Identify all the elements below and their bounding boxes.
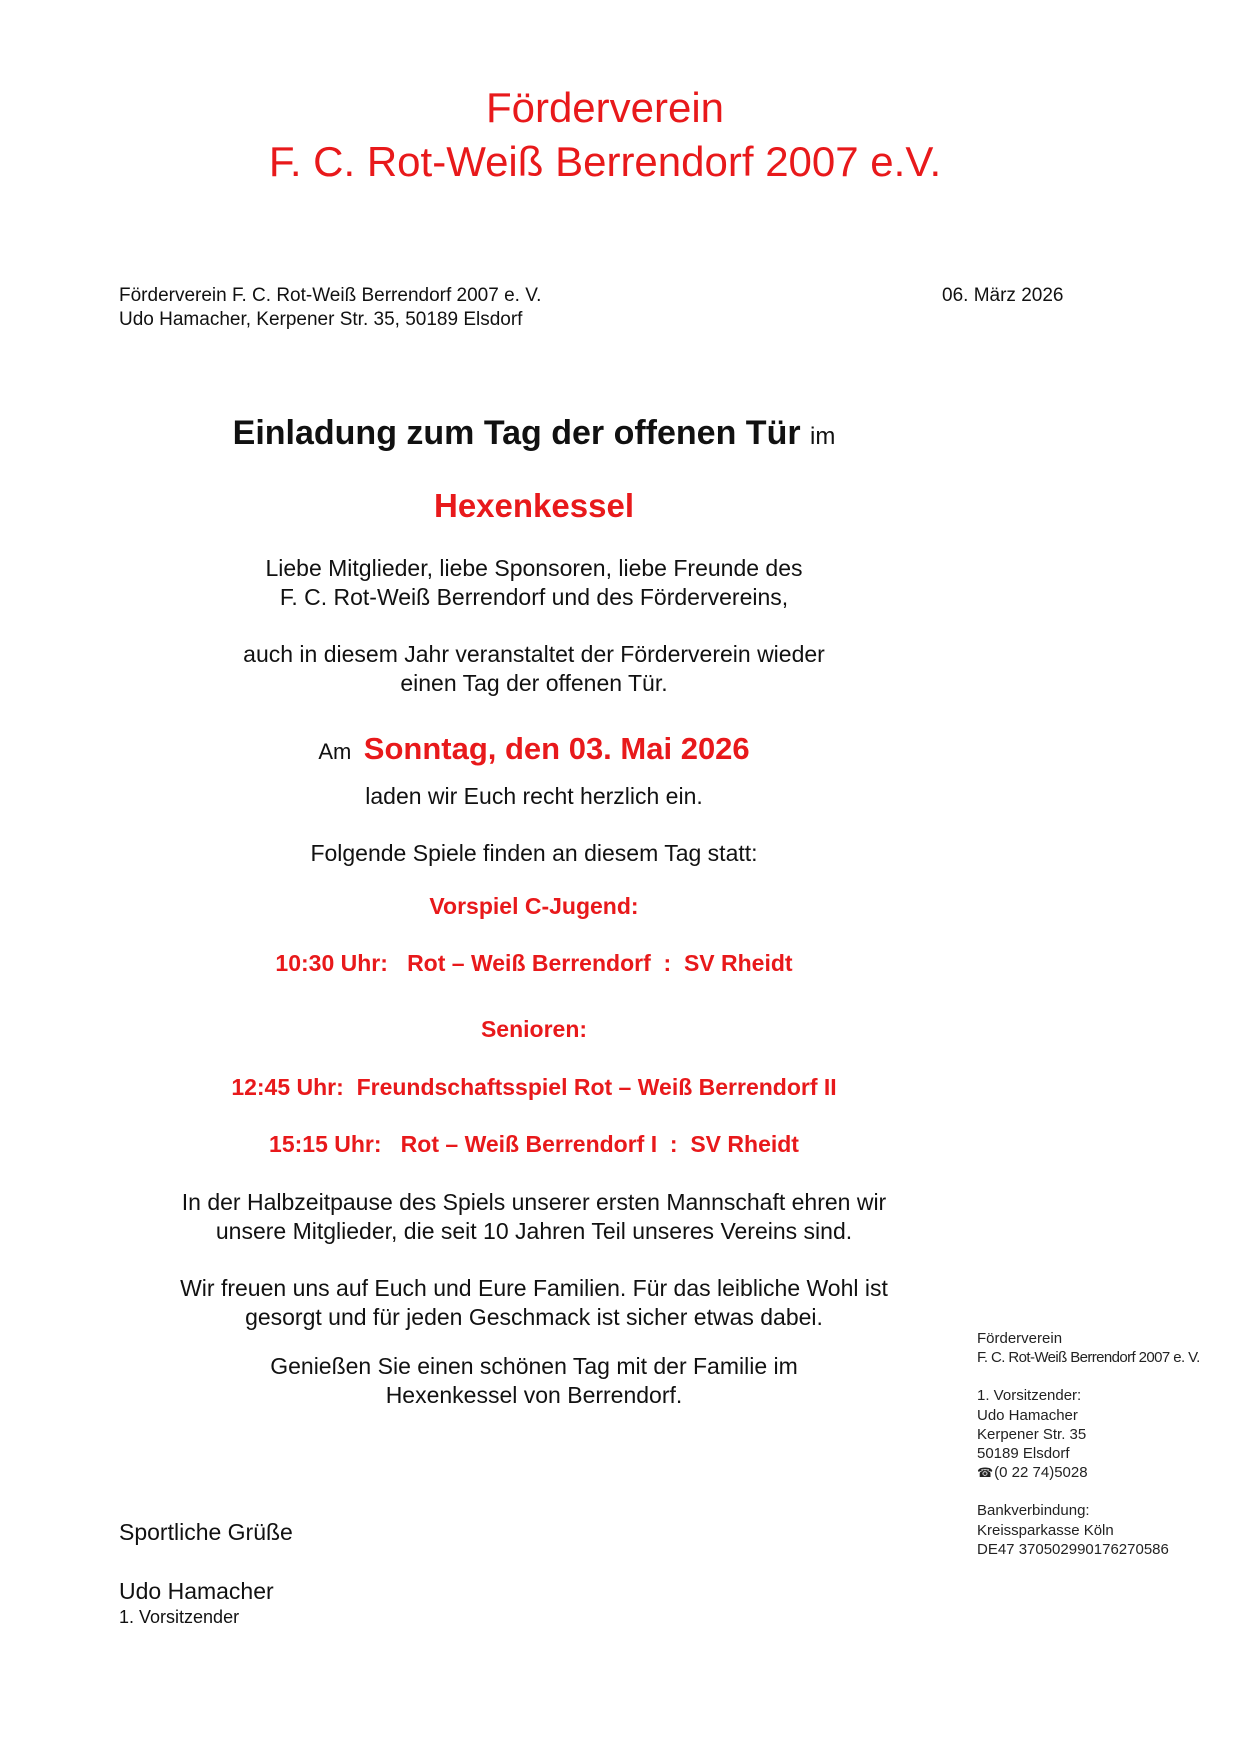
games-intro: Folgende Spiele finden an diesem Tag statt:: [310, 840, 758, 866]
heading-main: Einladung zum Tag der offenen Tür: [232, 414, 801, 452]
sender-line1: Förderverein F. C. Rot-Weiß Berrendorf 2007 e. V.: [119, 285, 542, 306]
event-date-line: [0, 731, 1068, 767]
sidebar-org-line2: F. C. Rot-Weiß Berrendorf 2007 e. V.: [977, 1349, 1200, 1367]
invite-line: laden wir Euch recht herzlich ein.: [365, 783, 703, 809]
senior-heading: Senioren:: [480, 1016, 588, 1042]
honor-line1: In der Halbzeitpause des Spiels unserer ersten Mannschaft ehren wir: [181, 1189, 887, 1215]
youth-game: 10:30 Uhr: Rot – Weiß Berrendorf : SV Rheidt: [275, 950, 793, 976]
family-line1: Wir freuen uns auf Euch und Eure Familien. Für das leibliche Wohl ist: [180, 1275, 888, 1301]
sidebar-phone: (0 22 74)5028: [994, 1464, 1088, 1482]
sidebar-phone-row: [977, 1463, 1217, 1482]
sidebar-street: Kerpener Str. 35: [977, 1425, 1087, 1443]
am-label: Am: [318, 739, 352, 764]
sender-line2: Udo Hamacher, Kerpener Str. 35, 50189 Elsdorf: [119, 309, 523, 330]
family-line2: gesorgt und für jeden Geschmack ist sicher etwas dabei.: [245, 1304, 823, 1330]
closing-greeting: Sportliche Grüße: [119, 1519, 293, 1545]
sidebar-bank-name: Kreissparkasse Köln: [977, 1521, 1114, 1539]
honor-line2: unsere Mitglieder, die seit 10 Jahren Teil unseres Vereins sind.: [215, 1218, 853, 1244]
letter-date: 06. März 2026: [942, 285, 1064, 306]
greeting-line2: F. C. Rot-Weiß Berrendorf und des Fördervereins,: [279, 584, 789, 610]
enjoy-line1: Genießen Sie einen schönen Tag mit der Familie im: [270, 1353, 798, 1379]
club-name-line2: F. C. Rot-Weiß Berrendorf 2007 e.V.: [268, 138, 942, 185]
signature-role: 1. Vorsitzender: [119, 1607, 240, 1627]
invitation-heading: [0, 414, 1068, 453]
event-date: Sonntag, den 03. Mai 2026: [363, 731, 750, 766]
sidebar-org-line1: Förderverein: [977, 1330, 1063, 1347]
intro-line2: einen Tag der offenen Tür.: [400, 670, 668, 696]
senior-game2: 15:15 Uhr: Rot – Weiß Berrendorf I : SV Rheidt: [269, 1131, 799, 1157]
sidebar-chair-name: Udo Hamacher: [977, 1406, 1078, 1424]
heading-suffix: im: [810, 423, 836, 450]
sidebar-chair-label: 1. Vorsitzender:: [977, 1387, 1082, 1405]
sidebar-bank-label: Bankverbindung:: [977, 1502, 1090, 1520]
venue-title: Hexenkessel: [434, 487, 634, 524]
intro-line1: auch in diesem Jahr veranstaltet der Förderverein wieder: [243, 641, 825, 667]
sidebar-contact: [977, 1329, 1217, 1559]
youth-heading: Vorspiel C-Jugend:: [429, 893, 639, 919]
senior-game1: 12:45 Uhr: Freundschaftsspiel Rot – Weiß Berrendorf II: [231, 1074, 837, 1100]
telephone-icon: ☎: [977, 1465, 994, 1481]
sidebar-iban: DE47 370502990176270586: [977, 1540, 1169, 1558]
signature-name: Udo Hamacher: [119, 1578, 274, 1604]
greeting-line1: Liebe Mitglieder, liebe Sponsoren, liebe Freunde des: [265, 555, 803, 581]
enjoy-line2: Hexenkessel von Berrendorf.: [385, 1382, 683, 1408]
club-name-line1: Förderverein: [485, 84, 725, 131]
sidebar-city: 50189 Elsdorf: [977, 1445, 1070, 1463]
